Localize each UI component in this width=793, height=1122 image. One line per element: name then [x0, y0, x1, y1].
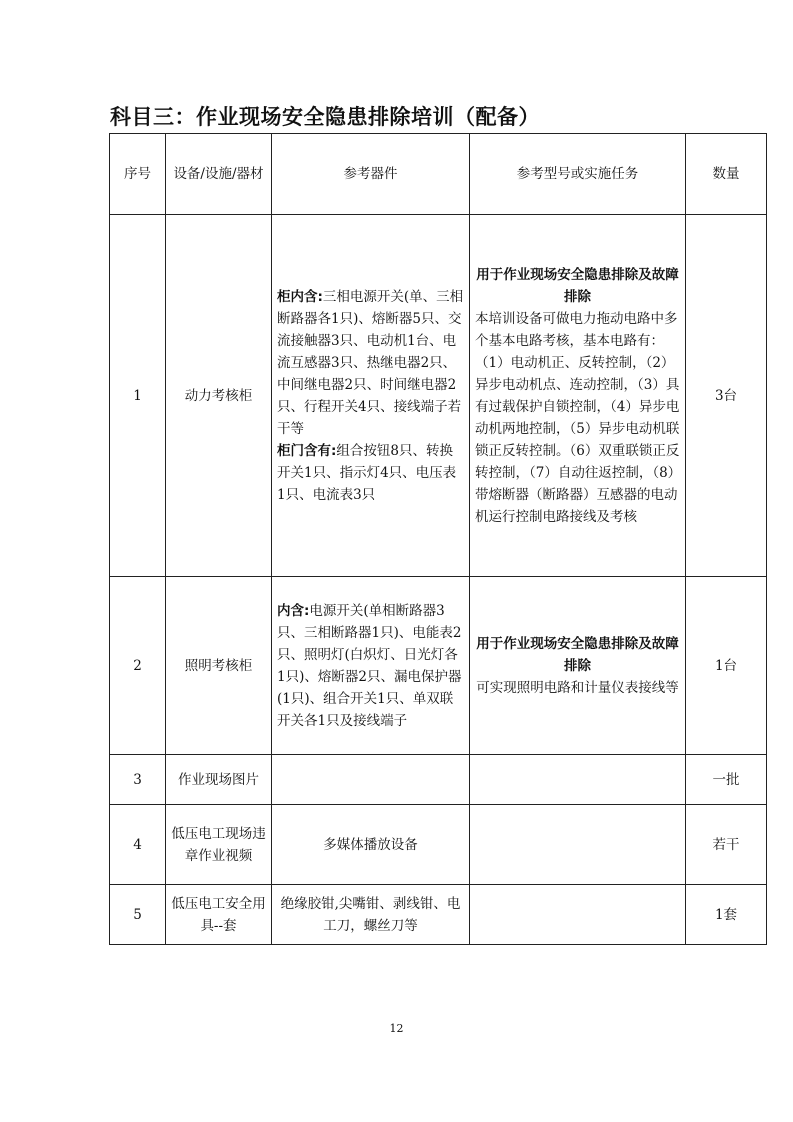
page-title: 科目三：作业现场安全隐患排除培训（配备）	[110, 105, 540, 129]
page-number: 12	[389, 1022, 404, 1035]
header-qty: 数量	[686, 134, 767, 215]
components-label: 柜内含:	[277, 288, 323, 305]
table-row	[110, 577, 767, 755]
table-row	[110, 805, 767, 885]
components-text: 电源开关(单相断路器3只、三相断路器1只)、电能表2只、照明灯(白炽灯、日光灯各1只)、熔断器2只、漏电保护器(1只)、组合开关1只、单双联开关各1只及接线端子	[277, 602, 462, 729]
row-components: 绝缘胶钳,尖嘴钳、剥线钳、电工刀，螺丝刀等	[272, 885, 470, 945]
row-equipment: 照明考核柜	[166, 577, 272, 755]
table-header-row	[110, 134, 767, 215]
row-no: 5	[110, 885, 166, 945]
row-no: 2	[110, 577, 166, 755]
row-components: 多媒体播放设备	[272, 805, 470, 885]
row-qty: 一批	[686, 755, 767, 805]
row-qty: 若干	[686, 805, 767, 885]
row-task	[470, 215, 686, 577]
row-task	[470, 885, 686, 945]
row-equipment: 作业现场图片	[166, 755, 272, 805]
row-components	[272, 577, 470, 755]
row-no: 4	[110, 805, 166, 885]
row-no: 3	[110, 755, 166, 805]
row-equipment: 低压电工现场违章作业视频	[166, 805, 272, 885]
task-text: 可实现照明电路和计量仪表接线等	[476, 679, 679, 696]
row-components	[272, 755, 470, 805]
header-components: 参考器件	[272, 134, 470, 215]
table-row	[110, 215, 767, 577]
table-row	[110, 885, 767, 945]
header-no: 序号	[110, 134, 166, 215]
row-qty: 1套	[686, 885, 767, 945]
row-no: 1	[110, 215, 166, 577]
header-equipment: 设备/设施/器材	[166, 134, 272, 215]
row-components	[272, 215, 470, 577]
row-qty: 1台	[686, 577, 767, 755]
components-label: 内含:	[277, 602, 310, 619]
components-label: 柜门含有:	[277, 442, 337, 459]
task-title: 用于作业现场安全隐患排除及故障排除	[476, 266, 679, 305]
equipment-table	[109, 133, 767, 945]
row-equipment: 动力考核柜	[166, 215, 272, 577]
components-text: 组合按钮8只、转换开关1只、指示灯4只、电压表1只、电流表3只	[277, 442, 457, 503]
task-title: 用于作业现场安全隐患排除及故障排除	[476, 635, 679, 674]
row-task	[470, 805, 686, 885]
task-text: 本培训设备可做电力拖动电路中多个基本电路考核，基本电路有：（1）电动机正、反转控制，（2）异步电动机点、连动控制，（3）具有过载保护自锁控制，（4）异步电动机两地控制，（5）异步电动机联锁正反转控制。（6）双重联锁正反转控制，（7）自动往返控制，（8）带熔断器（断路器）互感器的电动机运行控制电路接线及考核	[475, 310, 680, 525]
row-equipment: 低压电工安全用具--套	[166, 885, 272, 945]
components-text: 三相电源开关(单、三相断路器各1只)、熔断器5只、交流接触器3只、电动机1台、电流互感器3只、热继电器2只、中间继电器2只、时间继电器2只、行程开关4只、接线端子若干等	[277, 288, 464, 437]
table-row	[110, 755, 767, 805]
row-task	[470, 577, 686, 755]
header-task: 参考型号或实施任务	[470, 134, 686, 215]
row-qty: 3台	[686, 215, 767, 577]
row-task	[470, 755, 686, 805]
